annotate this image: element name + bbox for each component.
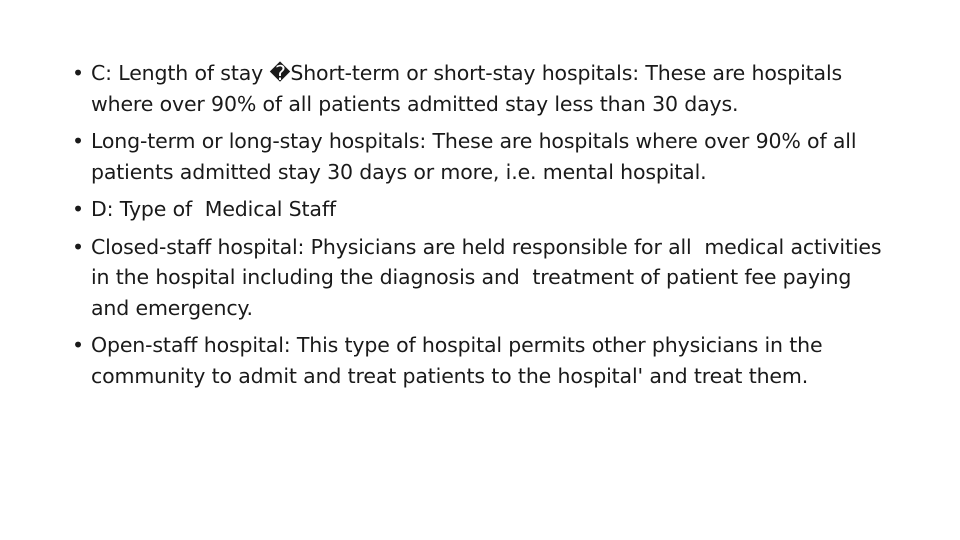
- bullet-list: [72, 58, 892, 398]
- bullet-text-after: Short-term or short-stay hospitals: These are hospitals where over 90% of all patients admitted stay less than 30 days.: [91, 61, 843, 116]
- bullet-dot: •: [72, 234, 84, 259]
- bullet-text-before: C: Length of stay: [91, 61, 270, 85]
- bullet-item-closed-staff: [72, 232, 892, 324]
- bullet-item-open-staff: [72, 330, 892, 391]
- bullet-text: D: Type of Medical Staff: [91, 197, 336, 221]
- replacement-character-glyph: �: [269, 61, 291, 85]
- bullet-dot: •: [72, 333, 84, 357]
- bullet-item-medical-staff: [72, 194, 892, 225]
- bullet-text: Long-term or long-stay hospitals: These are hospitals where over 90% of all patients admitted stay 30 days or more, i.e. mental hospital.: [91, 129, 857, 184]
- bullet-text: Open-staff hospital: This type of hospital permits other physicians in the community to admit and treat patients to the hospital' and treat them.: [91, 333, 823, 388]
- bullet-item-long-term: [72, 126, 892, 187]
- bullet-dot: •: [72, 197, 84, 221]
- bullet-text: Closed-staff hospital: Physicians are held responsible for all medical activities in the hospital including the diagnosis and treatment of patient fee paying and emergency.: [91, 234, 888, 320]
- bullet-dot: •: [72, 129, 84, 153]
- bullet-item-length-of-stay: [72, 58, 892, 119]
- bullet-dot: •: [72, 61, 84, 85]
